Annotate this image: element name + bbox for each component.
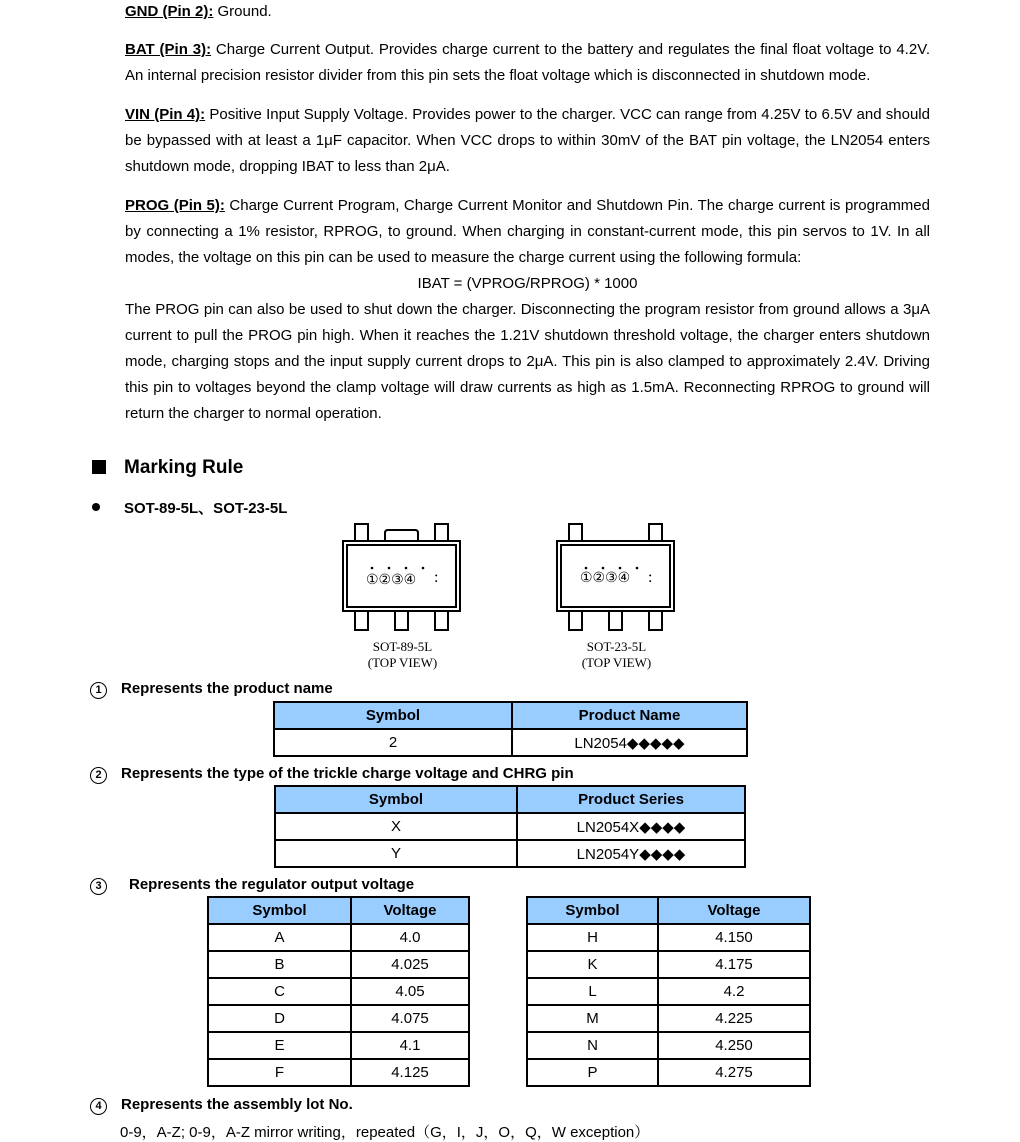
prog-extra-paragraph: The PROG pin can also be used to shut down the charger. Disconnecting the program resistor from ground allows a 3μA current to pull the PROG pin high. When it reaches the 1.21V shutdown threshold voltage, the charger enters shutdown mode, charging stops and the input supply current drops to 2μA. This pin is also clamped to approximately 2.4V. Driving this pin to voltages beyond the clamp voltage will draw currents as high as 1.5mA. Reconnecting RPROG to ground will return the charger to normal operation. xyxy=(125,301,930,422)
section-3-title: Represents the regulator output voltage xyxy=(129,876,415,893)
table-row xyxy=(208,951,469,978)
table1-cell: LN2054◆◆◆◆◆ xyxy=(512,729,747,756)
table-row xyxy=(275,813,745,840)
table3a-header-voltage: Voltage xyxy=(351,897,469,924)
svg-text::: : xyxy=(648,569,653,586)
pin-vin-paragraph xyxy=(125,102,930,180)
table-row xyxy=(274,729,747,756)
table1-header-product-name: Product Name xyxy=(512,702,747,729)
pin-prog-paragraph xyxy=(125,193,930,271)
pin-vin-text: Positive Input Supply Voltage. Provides power to the charger. VCC can range from 4.25V to 6.5V and should be bypassed with at least a 1μF capacitor. When VCC drops to within 30mV of the BAT pin voltage, the LN2054 enters shutdown mode, dropping IBAT to less than 2μA. xyxy=(125,106,930,175)
table3b-header-symbol: Symbol xyxy=(527,897,658,924)
table-row xyxy=(527,1005,810,1032)
table3b-cell: L xyxy=(527,978,658,1005)
table3a-cell: 4.025 xyxy=(351,951,469,978)
voltage-table-right xyxy=(526,896,811,1087)
table-row xyxy=(208,924,469,951)
table3a-cell: 4.125 xyxy=(351,1059,469,1086)
table-row xyxy=(527,978,810,1005)
table3a-cell: 4.075 xyxy=(351,1005,469,1032)
table3b-cell: K xyxy=(527,951,658,978)
circled-3-icon: 3 xyxy=(90,878,107,895)
formula: IBAT = (VPROG/RPROG) * 1000 xyxy=(417,275,638,292)
table-row xyxy=(208,1059,469,1086)
pin-bat-paragraph xyxy=(125,37,930,89)
marking-rule-heading xyxy=(92,457,243,479)
table3b-cell: 4.250 xyxy=(658,1032,810,1059)
table3b-cell: N xyxy=(527,1032,658,1059)
section-1-title: Represents the product name xyxy=(121,680,333,697)
pin-gnd-text: Ground. xyxy=(213,3,272,20)
pin-gnd-label: GND (Pin 2): xyxy=(125,3,214,20)
table-row xyxy=(275,840,745,867)
pin-prog-text: Charge Current Program, Charge Current Monitor and Shutdown Pin. The charge current is programmed by connecting a 1% resistor, RPROG, to ground. When charging in constant-current mode, this pin servos to 1V. In all modes, the voltage on this pin can be used to measure the charge current using the following formula: xyxy=(125,197,930,266)
table-row xyxy=(208,1005,469,1032)
table3a-cell: 4.0 xyxy=(351,924,469,951)
table3b-cell: M xyxy=(527,1005,658,1032)
table3a-cell: F xyxy=(208,1059,351,1086)
svg-text::: : xyxy=(434,569,439,586)
table3b-cell: 4.225 xyxy=(658,1005,810,1032)
voltage-table-left xyxy=(207,896,470,1087)
packages-line xyxy=(92,497,287,518)
table3b-cell: 4.275 xyxy=(658,1059,810,1086)
pin-bat-text: Charge Current Output. Provides charge current to the battery and regulates the final float voltage to 4.2V. An internal precision resistor divider from this pin sets the float voltage which is disconnected in shutdown mode. xyxy=(125,41,930,84)
sot23-name: SOT-23-5L xyxy=(586,639,647,654)
sot89-marks: ①②③④ xyxy=(366,572,417,588)
table3a-cell: C xyxy=(208,978,351,1005)
pin-prog-label: PROG (Pin 5): xyxy=(125,197,225,214)
table-row xyxy=(208,978,469,1005)
table3a-cell: B xyxy=(208,951,351,978)
table1-header-symbol: Symbol xyxy=(274,702,512,729)
sot23-view: (TOP VIEW) xyxy=(581,655,652,670)
table3b-cell: 4.175 xyxy=(658,951,810,978)
table-row xyxy=(527,1032,810,1059)
marking-rule-title: Marking Rule xyxy=(124,457,244,478)
table2-header-product-series: Product Series xyxy=(517,786,745,813)
table1-cell: 2 xyxy=(274,729,512,756)
section-4-heading xyxy=(90,1096,353,1115)
table2-header-symbol: Symbol xyxy=(275,786,517,813)
pin-bat-label: BAT (Pin 3): xyxy=(125,41,212,58)
table3b-cell: 4.2 xyxy=(658,978,810,1005)
sot23-label xyxy=(554,639,679,671)
bullet-icon xyxy=(92,503,100,511)
product-name-table xyxy=(273,701,748,757)
sot89-name: SOT-89-5L xyxy=(372,639,433,654)
table3b-cell: 4.150 xyxy=(658,924,810,951)
sot23-package-diagram xyxy=(554,520,679,635)
table3a-cell: D xyxy=(208,1005,351,1032)
circled-4-icon: 4 xyxy=(90,1098,107,1115)
table3a-cell: 4.05 xyxy=(351,978,469,1005)
circled-1-icon: 1 xyxy=(90,682,107,699)
table-row xyxy=(208,1032,469,1059)
table2-cell: X xyxy=(275,813,517,840)
table3b-cell: P xyxy=(527,1059,658,1086)
table3a-cell: 4.1 xyxy=(351,1032,469,1059)
sot23-marks: ①②③④ xyxy=(580,570,631,586)
table2-cell: LN2054X◆◆◆◆ xyxy=(517,813,745,840)
packages-line-text: SOT-89-5L、SOT-23-5L xyxy=(124,500,288,517)
sot89-label xyxy=(340,639,465,671)
sot89-view: (TOP VIEW) xyxy=(367,655,438,670)
pin-vin-label: VIN (Pin 4): xyxy=(125,106,206,123)
lot-number-text: 0-9，A-Z; 0-9，A-Z mirror writing，repeated（G，I，J，O，Q，W exception） xyxy=(120,1124,650,1141)
product-series-table xyxy=(274,785,746,868)
table-row xyxy=(527,924,810,951)
table2-cell: Y xyxy=(275,840,517,867)
section-2-title: Represents the type of the trickle charge voltage and CHRG pin xyxy=(121,765,574,782)
table3a-cell: A xyxy=(208,924,351,951)
table-row xyxy=(527,1059,810,1086)
table3a-header-symbol: Symbol xyxy=(208,897,351,924)
section-4-title: Represents the assembly lot No. xyxy=(121,1096,353,1113)
circled-2-icon: 2 xyxy=(90,767,107,784)
sot89-package-diagram xyxy=(340,520,465,635)
table3b-cell: H xyxy=(527,924,658,951)
table2-cell: LN2054Y◆◆◆◆ xyxy=(517,840,745,867)
section-1-heading xyxy=(90,680,333,699)
pin-gnd-paragraph xyxy=(125,0,930,25)
table3a-cell: E xyxy=(208,1032,351,1059)
table3b-header-voltage: Voltage xyxy=(658,897,810,924)
section-3-heading xyxy=(90,876,414,895)
section-2-heading xyxy=(90,765,574,784)
table-row xyxy=(527,951,810,978)
square-bullet-icon xyxy=(92,460,106,474)
